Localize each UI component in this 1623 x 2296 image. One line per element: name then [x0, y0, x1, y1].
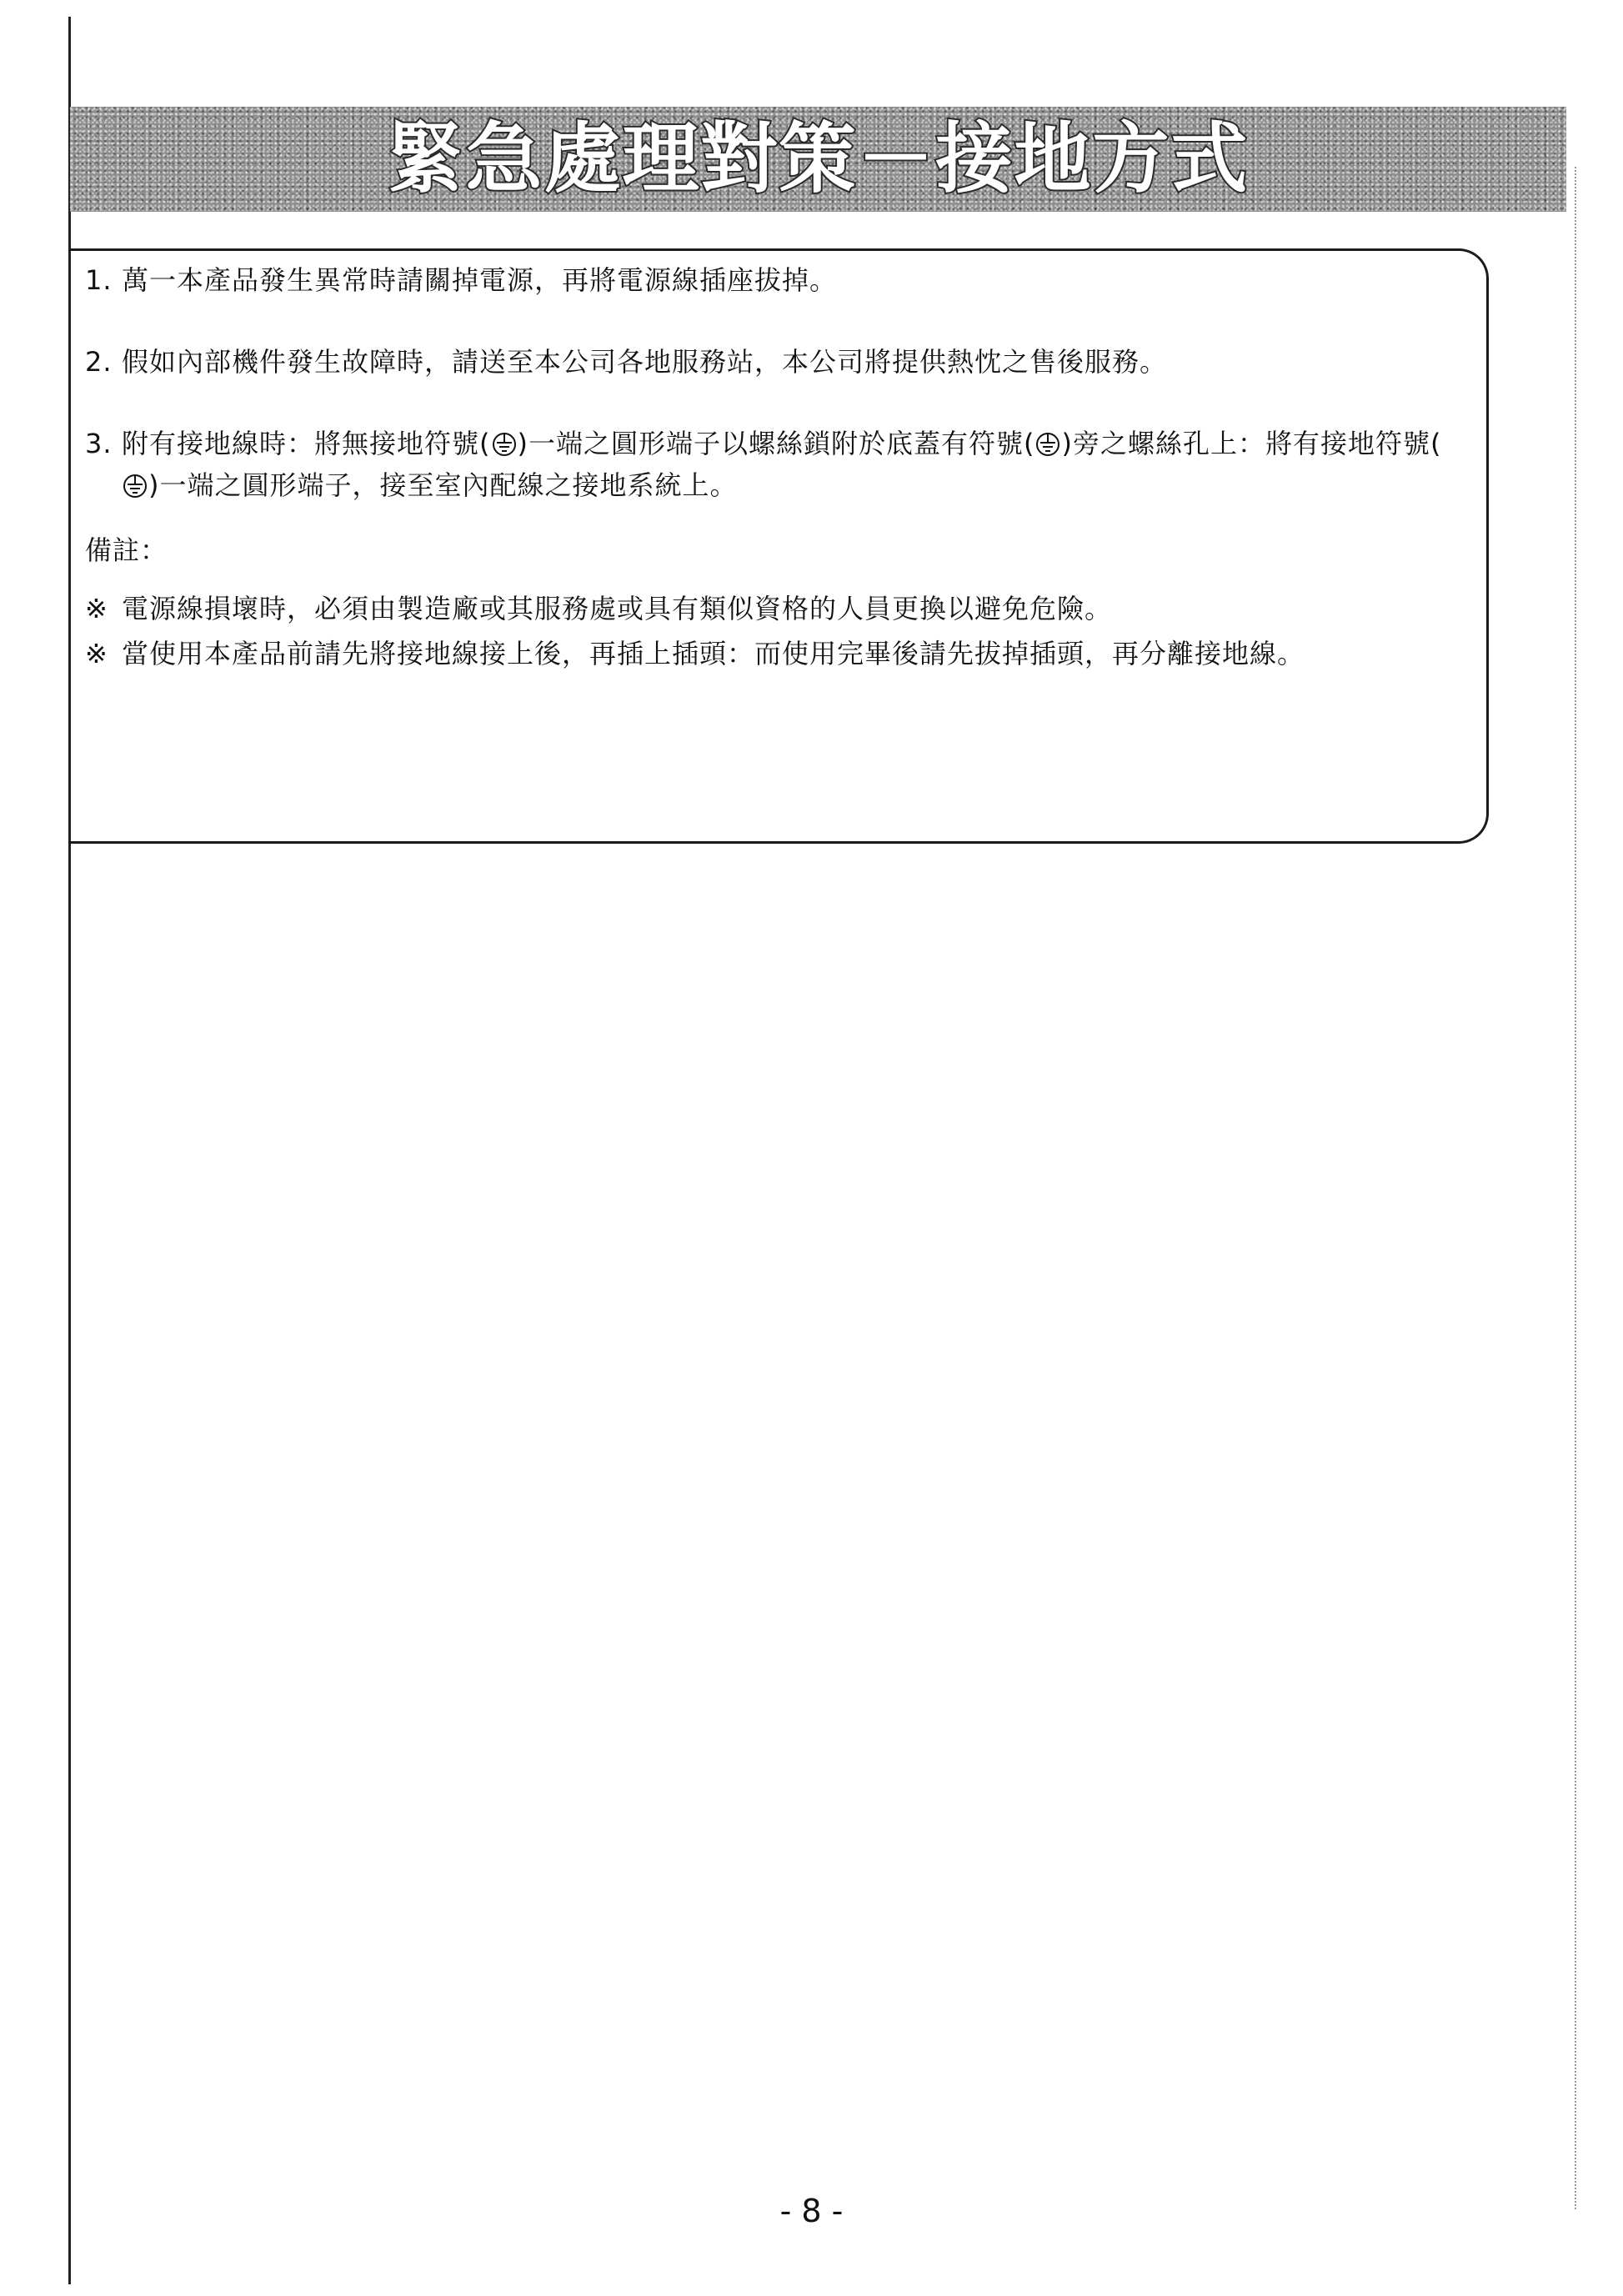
item-number: 1.: [85, 264, 113, 296]
item-text-part-c: )旁之螺絲孔上：將有接地符號(: [1061, 428, 1442, 459]
section-title-banner: [70, 107, 1566, 212]
item-text-part-d: )一端之圓形端子，接至室內配線之接地系統上。: [148, 469, 738, 501]
ground-symbol-icon: [122, 473, 148, 499]
section-title: 緊急處理對策－接地方式: [387, 114, 1250, 203]
reference-mark: ※: [85, 638, 108, 669]
ground-symbol-icon: [1034, 431, 1061, 458]
instructions-text: [85, 259, 1461, 674]
item-text-part-a: 附有接地線時：將無接地符號(: [122, 428, 491, 459]
note-item-1: [85, 588, 1461, 629]
instruction-item-2: [85, 341, 1461, 383]
note-text: 當使用本產品前請先將接地線接上後，再插上插頭：而使用完畢後請先拔掉插頭，再分離接地線。: [122, 638, 1305, 669]
note-item-2: [85, 633, 1461, 674]
instruction-item-3: [85, 423, 1461, 506]
note-text: 電源線損壞時，必須由製造廠或其服務處或具有類似資格的人員更換以避免危險。: [122, 593, 1113, 624]
page-number: - 8 -: [779, 2193, 844, 2229]
item-number: 2.: [85, 346, 113, 378]
notes-label: 備註：: [85, 534, 168, 566]
reference-mark: ※: [85, 593, 108, 624]
item-number: 3.: [85, 428, 113, 459]
instructions-box: [68, 248, 1489, 844]
scan-edge-dots: [1575, 167, 1576, 2209]
instruction-item-1: [85, 259, 1461, 301]
ground-symbol-icon: [491, 431, 518, 458]
item-text: 萬一本產品發生異常時請關掉電源，再將電源線插座拔掉。: [122, 264, 838, 296]
item-text: 假如內部機件發生故障時，請送至本公司各地服務站，本公司將提供熱忱之售後服務。: [122, 346, 1168, 378]
item-text-part-b: )一端之圓形端子以螺絲鎖附於底蓋有符號(: [517, 428, 1035, 459]
